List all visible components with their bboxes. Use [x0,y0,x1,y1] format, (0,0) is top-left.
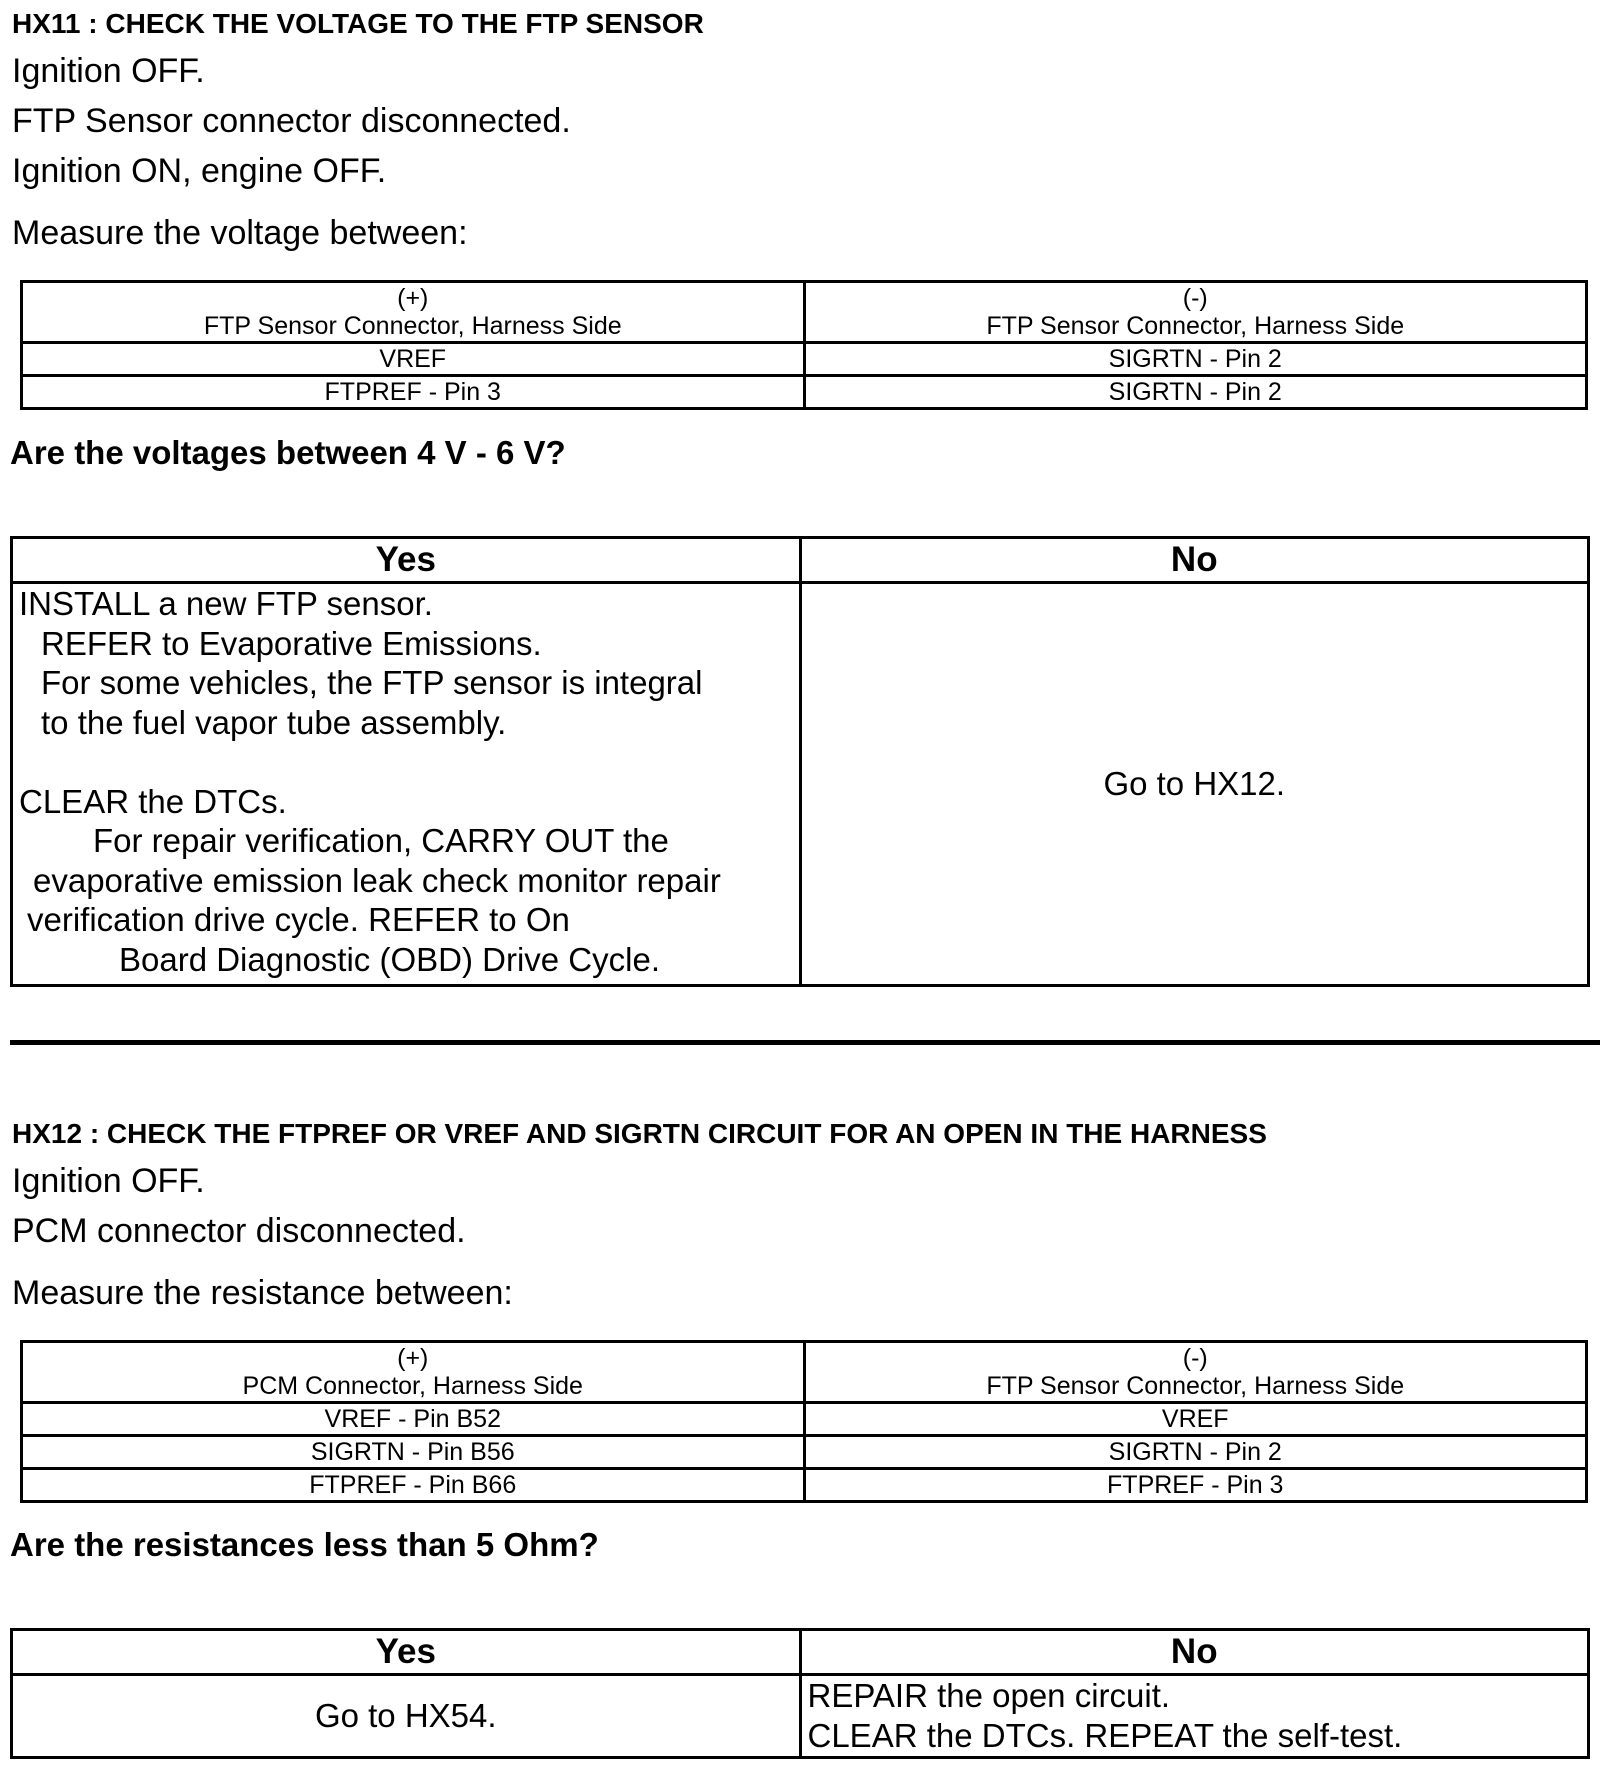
hx12-heading: HX12 : CHECK THE FTPREF OR VREF AND SIGRTN CIRCUIT FOR AN OPEN IN THE HARNESS [12,1118,1267,1149]
yes-action-line: CLEAR the DTCs. [19,782,287,820]
hx12-measure-label: Measure the resistance between: [12,1274,513,1312]
yes-action-spacer [19,742,799,782]
hx11-measure-label: Measure the voltage between: [12,214,468,252]
table-cell: FTPREF - Pin 3 [804,1469,1587,1502]
yes-action-line: to the fuel vapor tube assembly. [41,703,507,741]
hx11-condition-3: Ignition ON, engine OFF. [12,152,387,190]
yes-header: Yes [12,1630,801,1675]
table-cell: VREF [804,1403,1587,1436]
no-header: No [800,1630,1589,1675]
yes-action-line: INSTALL a new FTP sensor. [19,585,433,622]
positive-header [22,282,805,343]
no-action-cell: Go to HX12. [800,583,1589,986]
no-action-line: REPAIR the open circuit. [807,1677,1171,1714]
table-row [22,1469,1587,1502]
negative-connector-label: FTP Sensor Connector, Harness Side [986,1372,1405,1400]
table-cell: SIGRTN - Pin 2 [804,343,1587,376]
hx12-condition-2: PCM connector disconnected. [12,1212,466,1250]
hx11-condition-1: Ignition OFF. [12,52,205,90]
hx12-measure-table [20,1340,1588,1503]
hx11-heading: HX11 : CHECK THE VOLTAGE TO THE FTP SENSOR [12,8,704,39]
hx12-question: Are the resistances less than 5 Ohm? [10,1526,599,1563]
yes-action-cell [12,583,801,986]
table-cell: VREF - Pin B52 [22,1403,805,1436]
answer-header-row [12,1630,1589,1675]
answer-body-row [12,583,1589,986]
hx11-question: Are the voltages between 4 V - 6 V? [10,434,566,471]
negative-connector-label: FTP Sensor Connector, Harness Side [986,312,1405,340]
table-cell: SIGRTN - Pin B56 [22,1436,805,1469]
table-row [22,1403,1587,1436]
table-cell: SIGRTN - Pin 2 [804,1436,1587,1469]
section-divider [10,1040,1600,1045]
table-header-row [22,282,1587,343]
no-header: No [800,538,1589,583]
table-header-row [22,1342,1587,1403]
table-cell: VREF [22,343,805,376]
yes-action-line: REFER to Evaporative Emissions. [41,624,542,662]
hx11-condition-2: FTP Sensor connector disconnected. [12,102,571,140]
yes-action-line: Board Diagnostic (OBD) Drive Cycle. [119,940,660,978]
yes-action-line: For repair verification, CARRY OUT the [93,822,669,859]
yes-action-line: For some vehicles, the FTP sensor is integral [41,664,703,701]
yes-action-line: verification drive cycle. REFER to On [27,901,570,938]
yes-header: Yes [12,538,801,583]
positive-connector-label: FTP Sensor Connector, Harness Side [203,312,622,340]
positive-connector-label: PCM Connector, Harness Side [242,1372,583,1400]
yes-action-cell: Go to HX54. [12,1675,801,1758]
positive-header [22,1342,805,1403]
hx11-answer-table [10,536,1590,987]
negative-sign: (-) [1182,284,1208,312]
negative-header [804,1342,1587,1403]
positive-sign: (+) [397,284,429,312]
hx11-measure-table [20,280,1588,410]
no-action-cell [800,1675,1589,1758]
table-row [22,343,1587,376]
hx12-answer-table [10,1628,1590,1759]
negative-header [804,282,1587,343]
table-cell: SIGRTN - Pin 2 [804,376,1587,409]
yes-action-line: evaporative emission leak check monitor repair [33,861,721,899]
table-row [22,376,1587,409]
table-cell: FTPREF - Pin B66 [22,1469,805,1502]
table-cell: FTPREF - Pin 3 [22,376,805,409]
negative-sign: (-) [1182,1344,1208,1372]
answer-header-row [12,538,1589,583]
answer-body-row [12,1675,1589,1758]
hx12-condition-1: Ignition OFF. [12,1162,205,1200]
table-row [22,1436,1587,1469]
no-action-line: CLEAR the DTCs. REPEAT the self-test. [807,1716,1403,1754]
positive-sign: (+) [397,1344,429,1372]
